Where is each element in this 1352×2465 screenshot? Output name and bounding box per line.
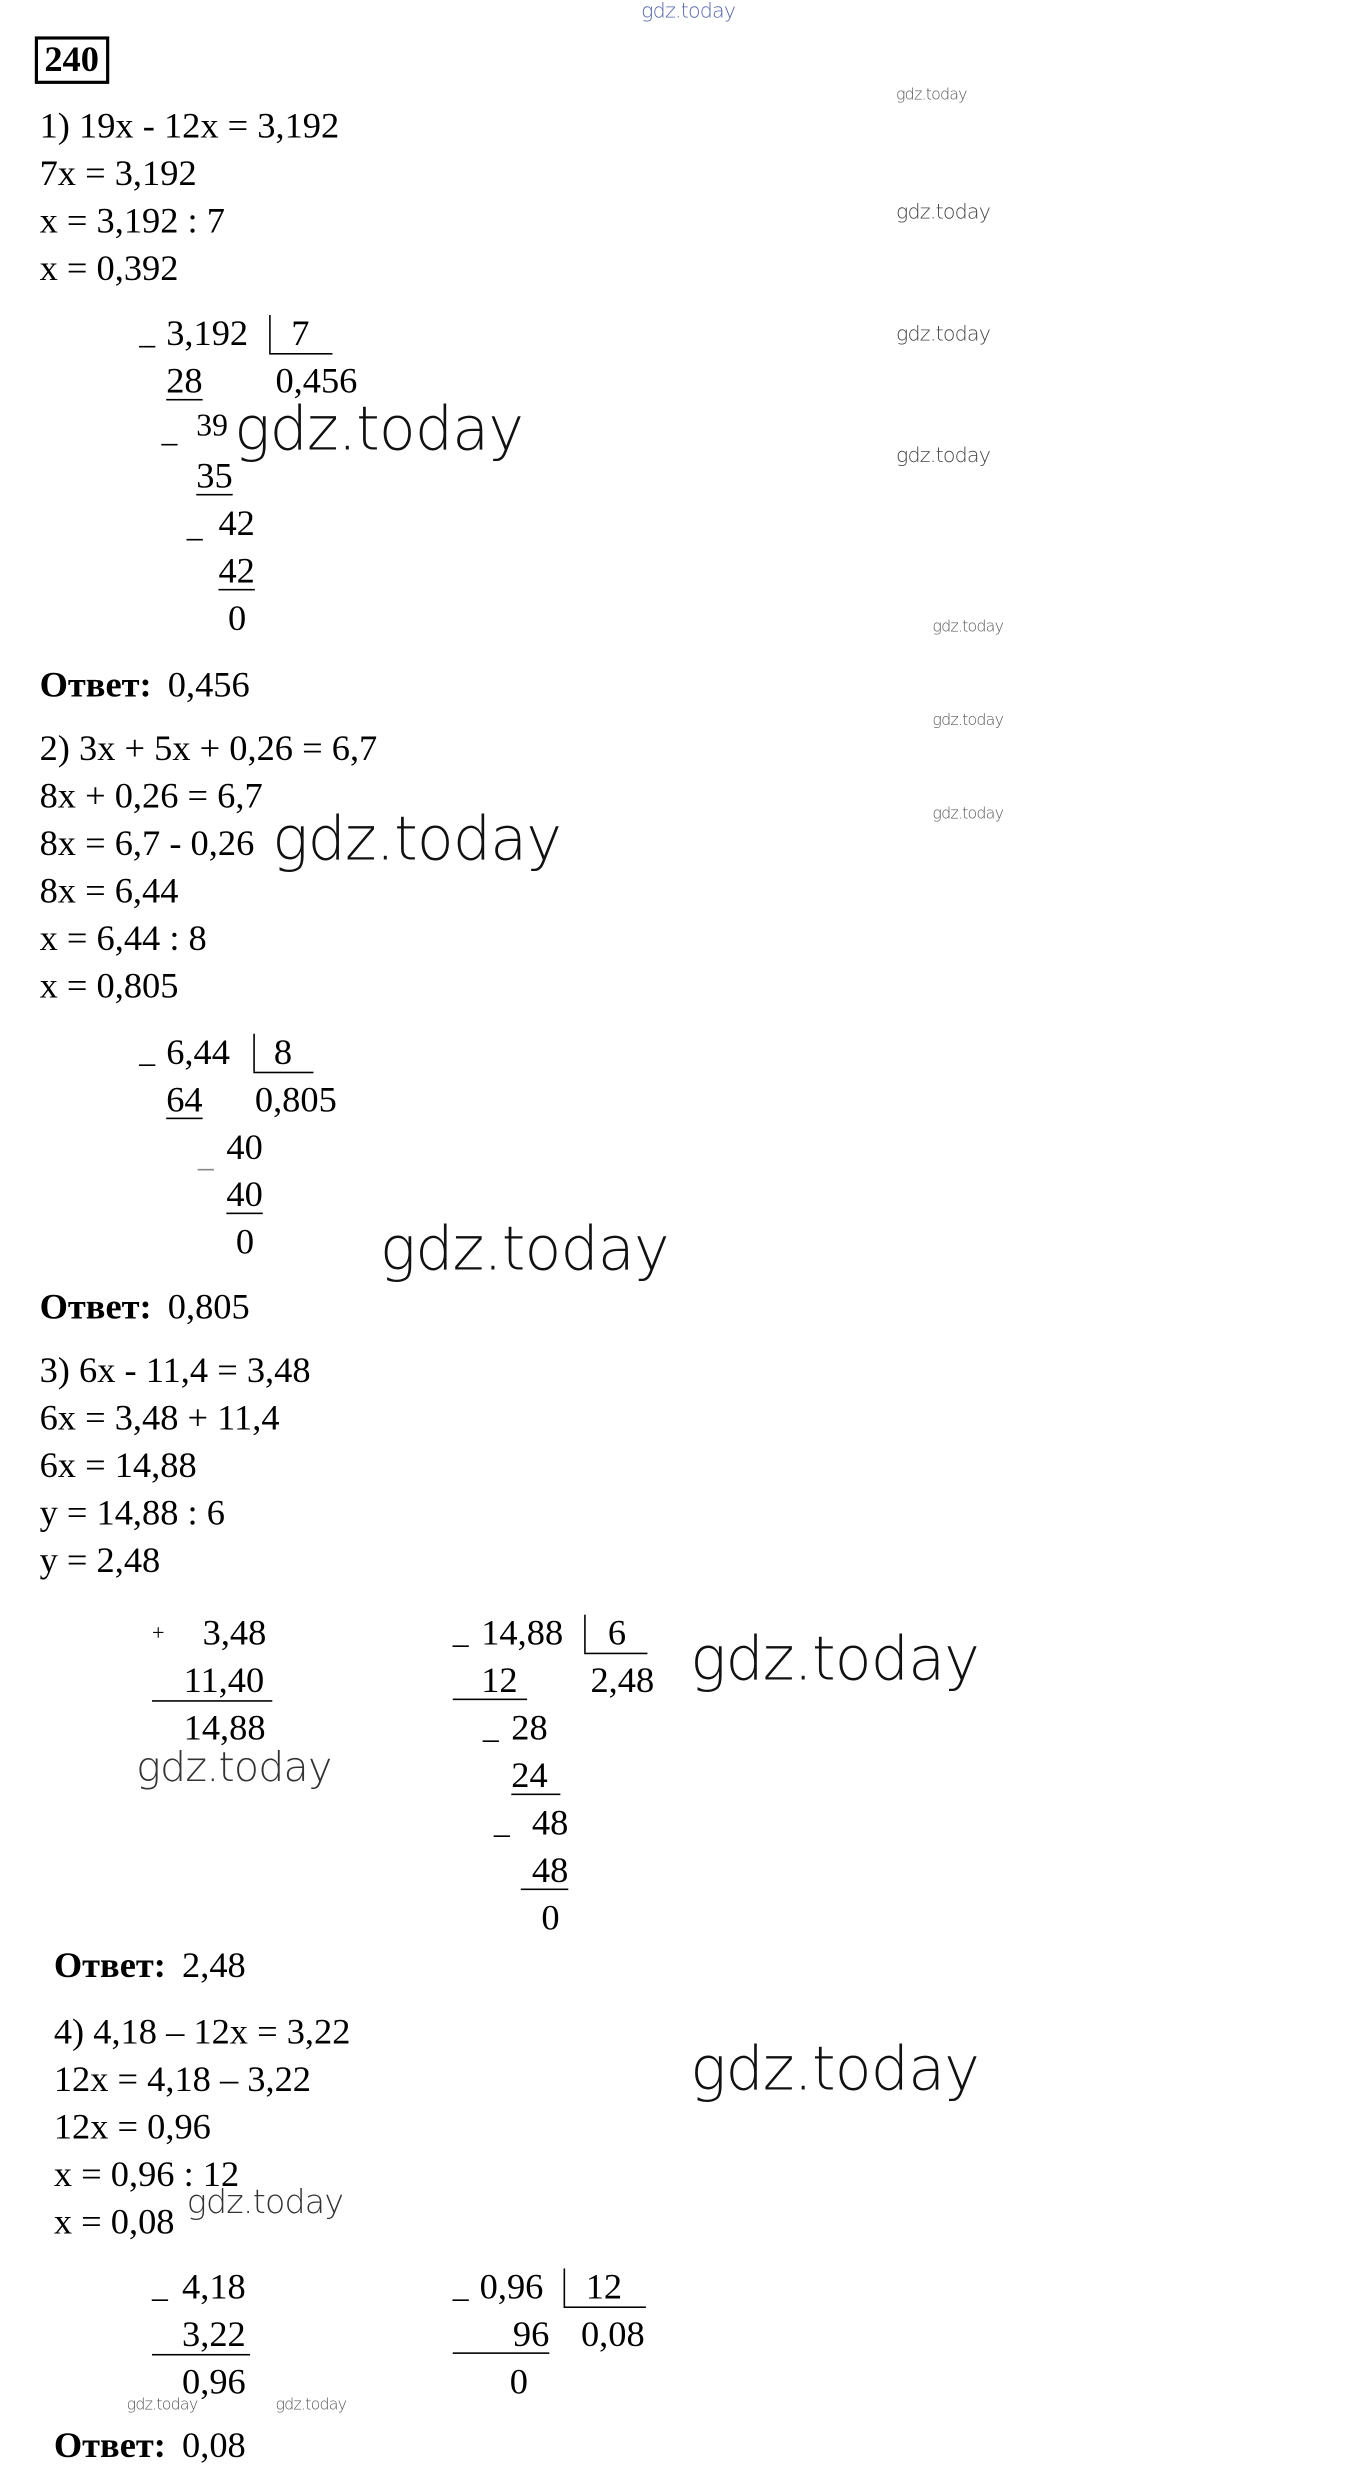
watermark: gdz.today <box>895 322 991 347</box>
watermark: gdz.today <box>895 201 991 225</box>
p3-rem-3: 0 <box>541 1898 560 1938</box>
p3-add-a: 3,48 <box>202 1613 267 1653</box>
p3-rem-2: 48 <box>531 1803 569 1843</box>
minus-sign: _ <box>139 316 156 352</box>
p2-sub-2: 40 <box>226 1174 263 1215</box>
watermark: gdz.today <box>186 2182 344 2221</box>
p4-quotient: 0,08 <box>580 2314 645 2354</box>
p4-div-sub-1: 96 <box>453 2316 550 2354</box>
p3-line-4: y = 14,88 : 6 <box>39 1492 225 1533</box>
p2-line-5: x = 6,44 : 8 <box>39 918 207 958</box>
p2-line-4: 8x = 6,44 <box>39 870 179 911</box>
p4-line-2: 12x = 4,18 – 3,22 <box>53 2059 312 2100</box>
watermark: gdz.today <box>136 1744 332 1792</box>
minus-sign: _ <box>493 1806 510 1842</box>
p3-sub-1: 12 <box>453 1662 527 1700</box>
p3-line-1: 3) 6x - 11,4 = 3,48 <box>39 1350 311 1390</box>
p1-sub-3: 42 <box>218 550 255 591</box>
p2-line-6: x = 0,805 <box>39 965 179 1006</box>
p3-add-b: 11,40 <box>183 1660 265 1701</box>
p1-dividend: 3,192 <box>166 313 249 354</box>
division-bar <box>253 1034 255 1072</box>
p4-answer-value: 0,08 <box>182 2425 246 2465</box>
watermark: gdz.today <box>895 444 991 469</box>
p1-line-3: x = 3,192 : 7 <box>39 201 225 241</box>
watermark-top: gdz.today <box>641 0 736 24</box>
p4-line-4: x = 0,96 : 12 <box>53 2154 240 2195</box>
p2-dividend: 6,44 <box>166 1032 230 1072</box>
divisor-line <box>564 2306 646 2308</box>
p4-line-1: 4) 4,18 – 12x = 3,22 <box>53 2011 351 2052</box>
p2-sub-1: 64 <box>166 1079 203 1120</box>
watermark: gdz.today <box>932 618 1004 637</box>
diff-line <box>152 2354 250 2356</box>
p3-answer-value: 2,48 <box>182 1945 246 1986</box>
minus-sign: _ <box>161 414 178 450</box>
division-bar <box>269 315 271 353</box>
watermark: gdz.today <box>126 2396 198 2415</box>
sum-line <box>152 1700 272 1702</box>
p1-rem-2: 42 <box>218 503 255 543</box>
divisor-line <box>269 353 332 355</box>
p1-rem-3: 0 <box>227 598 247 638</box>
p4-line-5: x = 0,08 <box>53 2201 175 2242</box>
division-bar <box>564 2268 566 2306</box>
p1-sub-1: 28 <box>166 360 203 401</box>
p3-sub-2: 24 <box>511 1757 560 1795</box>
divisor-line <box>253 1072 313 1074</box>
p2-divisor: 8 <box>273 1032 293 1072</box>
p1-sub-2: 35 <box>196 455 233 496</box>
p2-answer-label: Ответ: <box>39 1286 152 1327</box>
minus-sign: _ <box>452 2270 469 2305</box>
minus-sign: _ <box>139 1035 156 1071</box>
p3-line-5: y = 2,48 <box>39 1540 161 1580</box>
watermark: gdz.today <box>234 394 524 464</box>
p3-line-3: 6x = 14,88 <box>39 1445 197 1485</box>
p4-answer-label: Ответ: <box>53 2425 166 2465</box>
watermark: gdz.today <box>379 1214 669 1284</box>
p1-line-1: 1) 19x - 12x = 3,192 <box>39 106 340 146</box>
p1-rem-1: 39 <box>196 408 228 444</box>
p3-add-sign: + <box>151 1622 165 1647</box>
p3-rem-1: 28 <box>511 1708 548 1748</box>
p4-sub-b: 3,22 <box>182 2314 246 2354</box>
watermark: gdz.today <box>690 2034 980 2104</box>
watermark: gdz.today <box>932 805 1004 824</box>
minus-sign: _ <box>452 1616 469 1652</box>
watermark: gdz.today <box>932 712 1004 730</box>
p2-line-1: 2) 3x + 5x + 0,26 = 6,7 <box>39 728 378 768</box>
p1-answer-label: Ответ: <box>39 664 152 705</box>
p3-answer-label: Ответ: <box>53 1945 166 1986</box>
division-bar <box>584 1615 586 1653</box>
p3-divisor: 6 <box>607 1613 627 1653</box>
p2-rem-1: 40 <box>226 1127 263 1167</box>
p2-line-2: 8x + 0,26 = 6,7 <box>39 775 263 816</box>
minus-sign: _ <box>151 2270 168 2305</box>
p1-answer-value: 0,456 <box>167 664 250 705</box>
p2-line-3: 8x = 6,7 - 0,26 <box>39 823 255 863</box>
p4-line-3: 12x = 0,96 <box>53 2106 211 2147</box>
p3-line-2: 6x = 3,48 + 11,4 <box>39 1397 280 1438</box>
p4-dividend: 0,96 <box>479 2266 544 2307</box>
p3-quotient: 2,48 <box>590 1660 655 1701</box>
task-number: 240 <box>35 36 109 83</box>
watermark: gdz.today <box>895 87 967 105</box>
watermark: gdz.today <box>275 2396 347 2415</box>
p1-divisor: 7 <box>291 313 310 354</box>
p4-divisor: 12 <box>585 2266 623 2307</box>
p3-sub-3: 48 <box>521 1852 568 1890</box>
p2-rem-2: 0 <box>235 1222 255 1262</box>
divisor-line <box>584 1653 647 1655</box>
minus-sign: _ <box>186 509 203 545</box>
minus-sign: _ <box>482 1711 499 1747</box>
p4-sub-diff: 0,96 <box>182 2361 246 2402</box>
p1-line-2: 7x = 3,192 <box>39 153 197 194</box>
p2-quotient: 0,805 <box>254 1079 337 1120</box>
p3-add-sum: 14,88 <box>183 1708 266 1748</box>
minus-sign: _ <box>197 1139 214 1175</box>
p4-div-rem-1: 0 <box>509 2361 528 2402</box>
p4-sub-a: 4,18 <box>182 2266 246 2307</box>
watermark: gdz.today <box>272 804 562 874</box>
p2-answer-value: 0,805 <box>167 1286 250 1327</box>
p3-dividend: 14,88 <box>481 1613 564 1653</box>
p1-quotient: 0,456 <box>275 360 358 401</box>
watermark: gdz.today <box>690 1624 980 1694</box>
p1-line-4: x = 0,392 <box>39 248 179 289</box>
